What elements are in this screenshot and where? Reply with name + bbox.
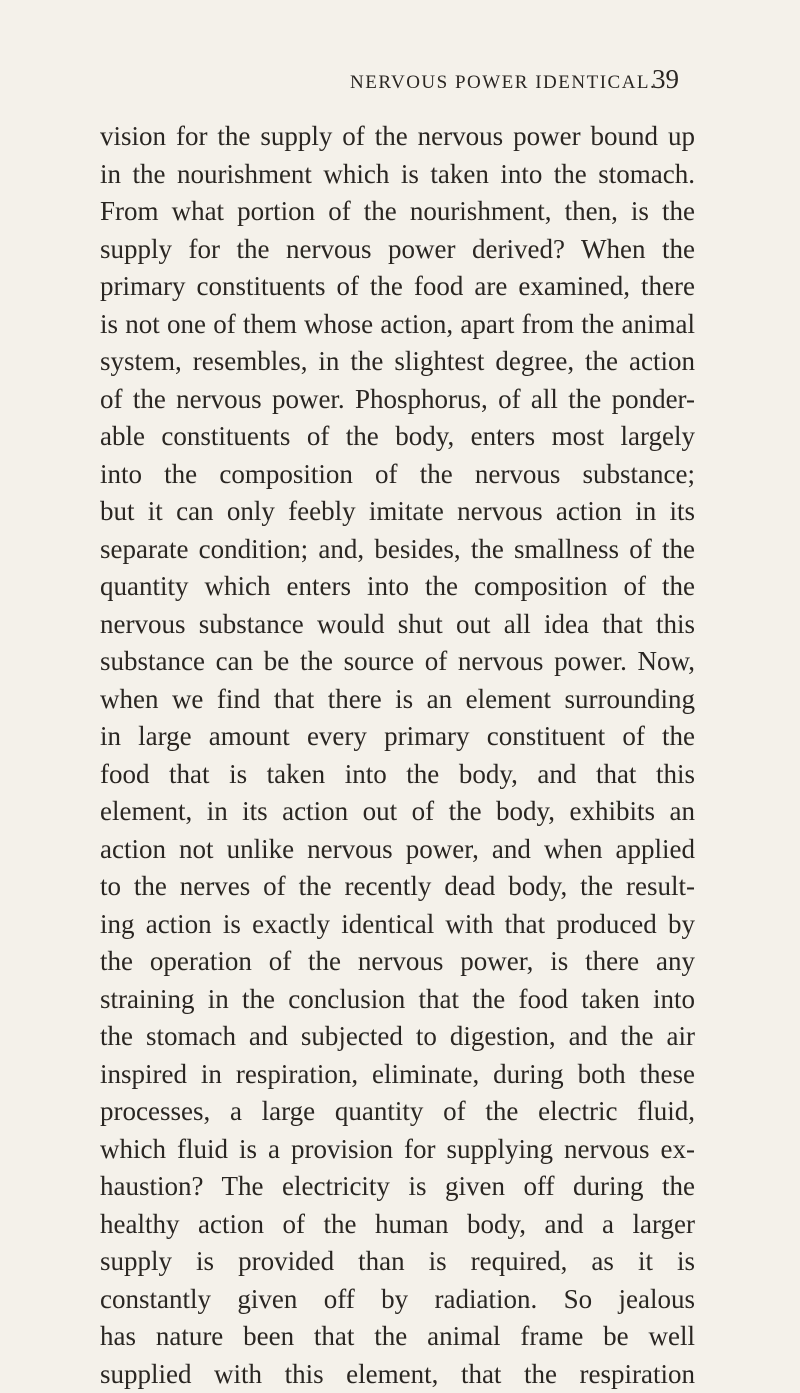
text-line: in the nourishment which is taken into the stomach. bbox=[100, 156, 695, 194]
text-line: straining in the conclusion that the food taken into bbox=[100, 981, 695, 1019]
text-line: healthy action of the human body, and a larger bbox=[100, 1206, 695, 1244]
text-line: but it can only feebly imitate nervous action in its bbox=[100, 493, 695, 531]
text-line: vision for the supply of the nervous power bound up bbox=[100, 118, 695, 156]
page-number: 39 bbox=[652, 64, 679, 95]
text-line: able constituents of the body, enters most largely bbox=[100, 418, 695, 456]
running-head bbox=[0, 64, 800, 104]
text-line: in large amount every primary constituent of the bbox=[100, 718, 695, 756]
text-line: of the nervous power. Phosphorus, of all the ponder- bbox=[100, 381, 695, 419]
text-line: supplied with this element, that the respiration bbox=[100, 1356, 695, 1393]
text-line: element, in its action out of the body, exhibits an bbox=[100, 793, 695, 831]
text-line: is not one of them whose action, apart from the animal bbox=[100, 306, 695, 344]
text-line: nervous substance would shut out all idea that this bbox=[100, 606, 695, 644]
text-line: primary constituents of the food are examined, there bbox=[100, 268, 695, 306]
text-line: separate condition; and, besides, the smallness of the bbox=[100, 531, 695, 569]
text-line: food that is taken into the body, and that this bbox=[100, 756, 695, 794]
text-line: processes, a large quantity of the electric fluid, bbox=[100, 1093, 695, 1131]
text-line: the operation of the nervous power, is there any bbox=[100, 943, 695, 981]
body-text bbox=[100, 118, 695, 1393]
text-line: substance can be the source of nervous power. Now, bbox=[100, 643, 695, 681]
text-line: has nature been that the animal frame be well bbox=[100, 1318, 695, 1356]
text-line: which fluid is a provision for supplying nervous ex- bbox=[100, 1131, 695, 1169]
text-line: into the composition of the nervous substance; bbox=[100, 456, 695, 494]
text-line: supply is provided than is required, as it is bbox=[100, 1243, 695, 1281]
running-title: NERVOUS POWER IDENTICAL. bbox=[350, 72, 656, 94]
text-line: From what portion of the nourishment, then, is the bbox=[100, 193, 695, 231]
text-line: inspired in respiration, eliminate, during both these bbox=[100, 1056, 695, 1094]
text-line: haustion? The electricity is given off during the bbox=[100, 1168, 695, 1206]
text-line: ing action is exactly identical with that produced by bbox=[100, 906, 695, 944]
text-line: action not unlike nervous power, and when applied bbox=[100, 831, 695, 869]
text-line: quantity which enters into the composition of the bbox=[100, 568, 695, 606]
text-line: supply for the nervous power derived? When the bbox=[100, 231, 695, 269]
text-line: system, resembles, in the slightest degree, the action bbox=[100, 343, 695, 381]
text-line: constantly given off by radiation. So jealous bbox=[100, 1281, 695, 1319]
text-line: to the nerves of the recently dead body, the result- bbox=[100, 868, 695, 906]
text-line: when we find that there is an element surrounding bbox=[100, 681, 695, 719]
text-line: the stomach and subjected to digestion, and the air bbox=[100, 1018, 695, 1056]
